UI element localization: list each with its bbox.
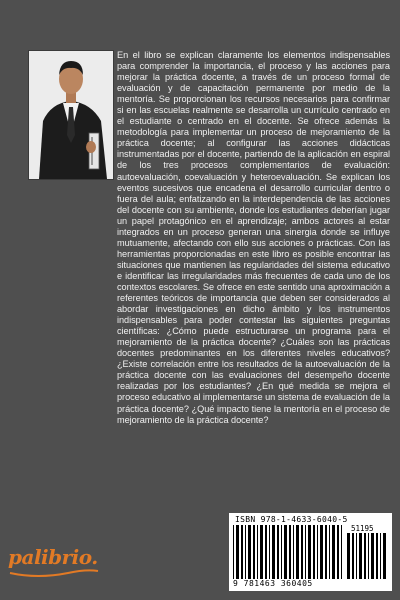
price-code: 51195 bbox=[351, 524, 374, 533]
isbn-label: ISBN 978-1-4633-6040-5 bbox=[235, 515, 348, 524]
barcode-number: 9 781463 360405 bbox=[233, 579, 313, 588]
author-photo bbox=[28, 50, 114, 180]
book-description bbox=[117, 50, 390, 426]
publisher-logo: palibrio. bbox=[8, 545, 98, 569]
addon-bars bbox=[347, 533, 387, 579]
description-paragraph: En el libro se explican claramente los elementos indispensables para comprender la importancia, el proceso y las acciones para mejorar la práctica docente, a través de un proceso formal de evaluación y de capacitación permanente por medio de la mentoría. Se proporcionan los recursos necesarios para confirmar si en las escuelas realmente se desarrolla un currículo centrado en el estudiante o centrado en el docente. Se ofrece además la metodología para implementar un proceso de mejoramiento de la práctica docente; al configurar las acciones didácticas instrumentadas por el docente, partiendo de la aplicación en espiral de los tres procesos complementarios de evaluación: autoevaluación, coevaluación y heteroevaluación. Se explican los eventos sucesivos que encadena el desarrollo curricular dentro o fuera del aula; enfatizando en la interdependencia de las acciones del docente con su ambiente, donde los estudiantes deberían jugar un papel protagónico en el aprendizaje; ambos actores al estar integrados en un proceso generan una sinergia donde se influye mutuamente, afectando con ello sus acciones o prácticas. Con las herramientas proporcionadas en este libro es posible encontrar las situaciones que mantienen las regularidades del sistema educativo e identificar las irregularidades más frecuentes de cada uno de los contextos escolares. Se ofrece en este sentido una aproximación a referentes teóricos de importancia que deben ser considerados al abordar investigaciones en dicho ámbito y los instrumentos indispensables para poder contestar las siguientes preguntas científicas: ¿Cómo puede estructurarse un programa para el mejoramiento de la práctica docente? ¿Cuáles son las prácticas docentes predominantes en los diferentes niveles educativos? ¿Existe correlación entre los resultados de la autoevaluación de la práctica docente con las evaluaciones del desempeño docente realizadas por los estudiantes? ¿En qué medida se mejora el proceso educativo al implementarse un sistema de evaluación de la práctica docente? ¿Qué impacto tiene la mentoría en el proceso de mejoramiento de la práctica docente? bbox=[117, 50, 390, 425]
publisher-logo-swoosh bbox=[8, 567, 100, 579]
isbn-barcode bbox=[229, 513, 392, 591]
ean-bars bbox=[233, 525, 345, 579]
